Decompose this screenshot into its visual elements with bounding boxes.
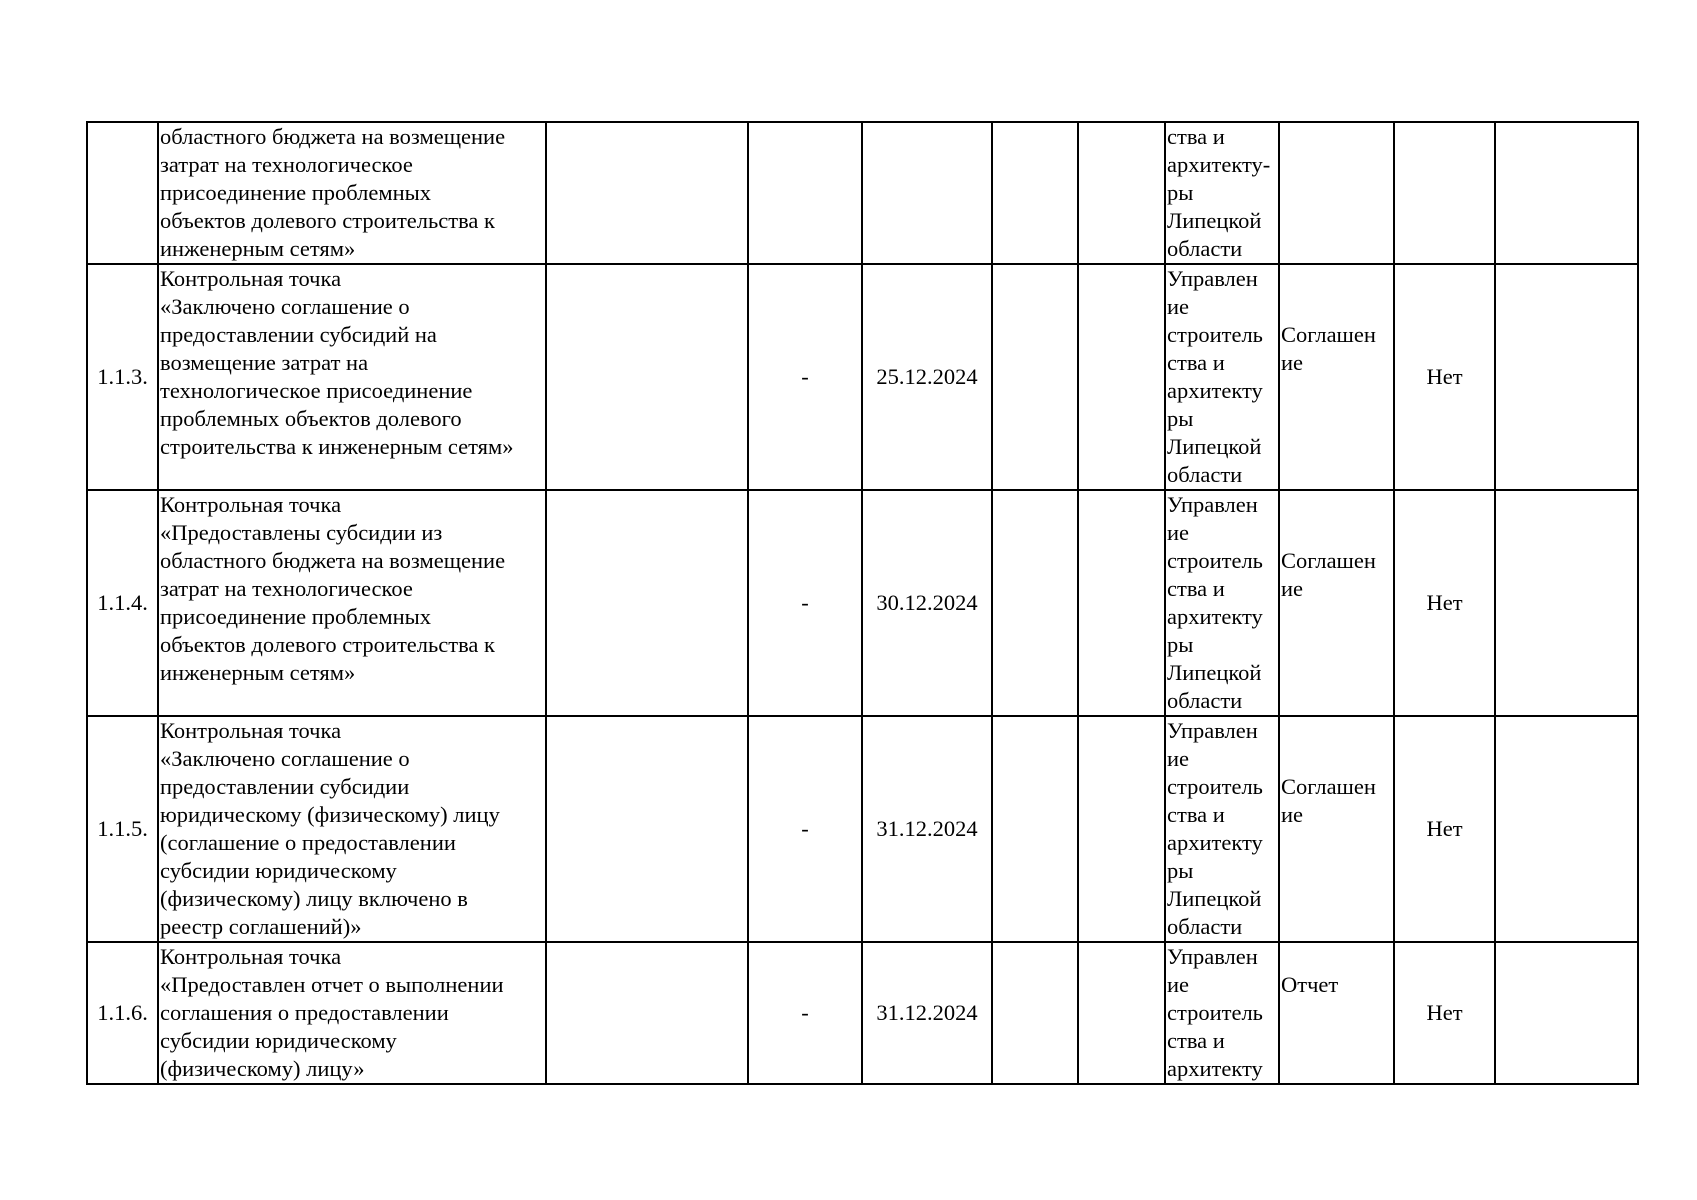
responsible-cell: Управлен ие строитель ства и архитекту	[1165, 942, 1279, 1084]
table-row	[87, 942, 1638, 1084]
responsible-cell: ства и архитекту- ры Липецкой области	[1165, 122, 1279, 264]
empty-cell	[1078, 122, 1165, 264]
end-date-cell: 31.12.2024	[862, 942, 992, 1084]
row-number	[87, 122, 158, 264]
empty-cell	[1495, 716, 1638, 942]
end-date-cell	[862, 122, 992, 264]
empty-cell	[1078, 264, 1165, 490]
start-date-cell: -	[748, 264, 862, 490]
empty-cell	[1078, 942, 1165, 1084]
table-row	[87, 490, 1638, 716]
start-date-cell: -	[748, 716, 862, 942]
row-description: Контрольная точка «Заключено соглашение о предоставлении субсидий на возмещение затрат на технологическое присоединение проблемных объектов долевого строительства к инженерным сетям»	[158, 264, 546, 490]
empty-cell	[992, 716, 1078, 942]
row-description: Контрольная точка «Заключено соглашение о предоставлении субсидии юридическому (физическому) лицу (соглашение о предоставлении субсидии юридическому (физическому) лицу включено в реестр соглашений)»	[158, 716, 546, 942]
document-cell: Отчет	[1279, 942, 1394, 1084]
empty-cell	[546, 942, 748, 1084]
table-row	[87, 122, 1638, 264]
end-date-cell: 25.12.2024	[862, 264, 992, 490]
info-system-cell	[1394, 122, 1495, 264]
empty-cell	[1078, 716, 1165, 942]
empty-cell	[546, 490, 748, 716]
row-number: 1.1.6.	[87, 942, 158, 1084]
document-cell	[1279, 122, 1394, 264]
row-number: 1.1.5.	[87, 716, 158, 942]
empty-cell	[1495, 942, 1638, 1084]
start-date-cell: -	[748, 942, 862, 1084]
empty-cell	[1495, 490, 1638, 716]
row-description: Контрольная точка «Предоставлены субсидии из областного бюджета на возмещение затрат на технологическое присоединение проблемных объектов долевого строительства к инженерным сетям»	[158, 490, 546, 716]
plan-table	[86, 121, 1639, 1085]
info-system-cell: Нет	[1394, 264, 1495, 490]
document-cell: Соглашен ие	[1279, 264, 1394, 490]
empty-cell	[1495, 122, 1638, 264]
table-row	[87, 716, 1638, 942]
document-cell: Соглашен ие	[1279, 490, 1394, 716]
start-date-cell: -	[748, 490, 862, 716]
empty-cell	[992, 264, 1078, 490]
end-date-cell: 30.12.2024	[862, 490, 992, 716]
info-system-cell: Нет	[1394, 490, 1495, 716]
empty-cell	[992, 122, 1078, 264]
start-date-cell	[748, 122, 862, 264]
row-description: областного бюджета на возмещение затрат на технологическое присоединение проблемных объектов долевого строительства к инженерным сетям»	[158, 122, 546, 264]
responsible-cell: Управлен ие строитель ства и архитекту ры Липецкой области	[1165, 264, 1279, 490]
row-number: 1.1.4.	[87, 490, 158, 716]
document-cell: Соглашен ие	[1279, 716, 1394, 942]
empty-cell	[992, 942, 1078, 1084]
responsible-cell: Управлен ие строитель ства и архитекту ры Липецкой области	[1165, 490, 1279, 716]
responsible-cell: Управлен ие строитель ства и архитекту ры Липецкой области	[1165, 716, 1279, 942]
table-row	[87, 264, 1638, 490]
info-system-cell: Нет	[1394, 716, 1495, 942]
empty-cell	[1078, 490, 1165, 716]
end-date-cell: 31.12.2024	[862, 716, 992, 942]
row-number: 1.1.3.	[87, 264, 158, 490]
row-description: Контрольная точка «Предоставлен отчет о выполнении соглашения о предоставлении субсидии юридическому (физическому) лицу»	[158, 942, 546, 1084]
empty-cell	[546, 122, 748, 264]
empty-cell	[546, 716, 748, 942]
empty-cell	[546, 264, 748, 490]
info-system-cell: Нет	[1394, 942, 1495, 1084]
empty-cell	[992, 490, 1078, 716]
empty-cell	[1495, 264, 1638, 490]
